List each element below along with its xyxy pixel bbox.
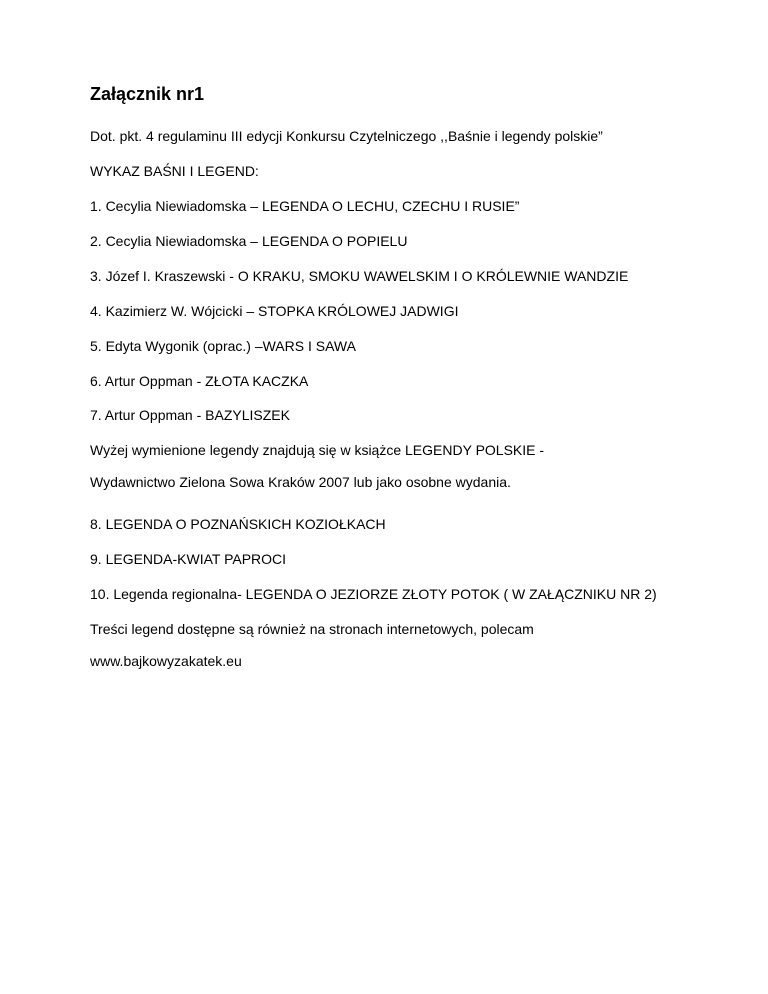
note-text-line1: Wyżej wymienione legendy znajdują się w książce LEGENDY POLSKIE - <box>90 442 545 458</box>
list-item: 9. LEGENDA-KWIAT PAPROCI <box>90 551 287 567</box>
footer-text-line1: Treści legend dostępne są również na stronach internetowych, polecam <box>90 621 534 637</box>
list-item: 1. Cecylia Niewiadomska – LEGENDA O LECHU, CZECHU I RUSIE” <box>90 198 520 214</box>
list-heading: WYKAZ BAŚNI I LEGEND: <box>90 163 259 179</box>
list-item: 8. LEGENDA O POZNAŃSKICH KOZIOŁKACH <box>90 516 386 532</box>
note-text-line2: Wydawnictwo Zielona Sowa Kraków 2007 lub jako osobne wydania. <box>90 474 511 490</box>
list-item: 6. Artur Oppman - ZŁOTA KACZKA <box>90 373 309 389</box>
list-item: 5. Edyta Wygonik (oprac.) –WARS I SAWA <box>90 338 356 354</box>
list-item: 7. Artur Oppman - BAZYLISZEK <box>90 407 290 423</box>
website-text: www.bajkowyzakatek.eu <box>90 653 242 669</box>
list-item: 3. Józef I. Kraszewski - O KRAKU, SMOKU WAWELSKIM I O KRÓLEWNIE WANDZIE <box>90 268 629 284</box>
intro-text: Dot. pkt. 4 regulaminu III edycji Konkursu Czytelniczego ,,Baśnie i legendy polskie” <box>90 128 603 144</box>
list-item: 2. Cecylia Niewiadomska – LEGENDA O POPIELU <box>90 233 408 249</box>
list-item: 10. Legenda regionalna- LEGENDA O JEZIORZE ZŁOTY POTOK ( W ZAŁĄCZNIKU NR 2) <box>90 586 657 602</box>
list-item: 4. Kazimierz W. Wójcicki – STOPKA KRÓLOWEJ JADWIGI <box>90 303 459 319</box>
document-title: Załącznik nr1 <box>90 84 205 104</box>
